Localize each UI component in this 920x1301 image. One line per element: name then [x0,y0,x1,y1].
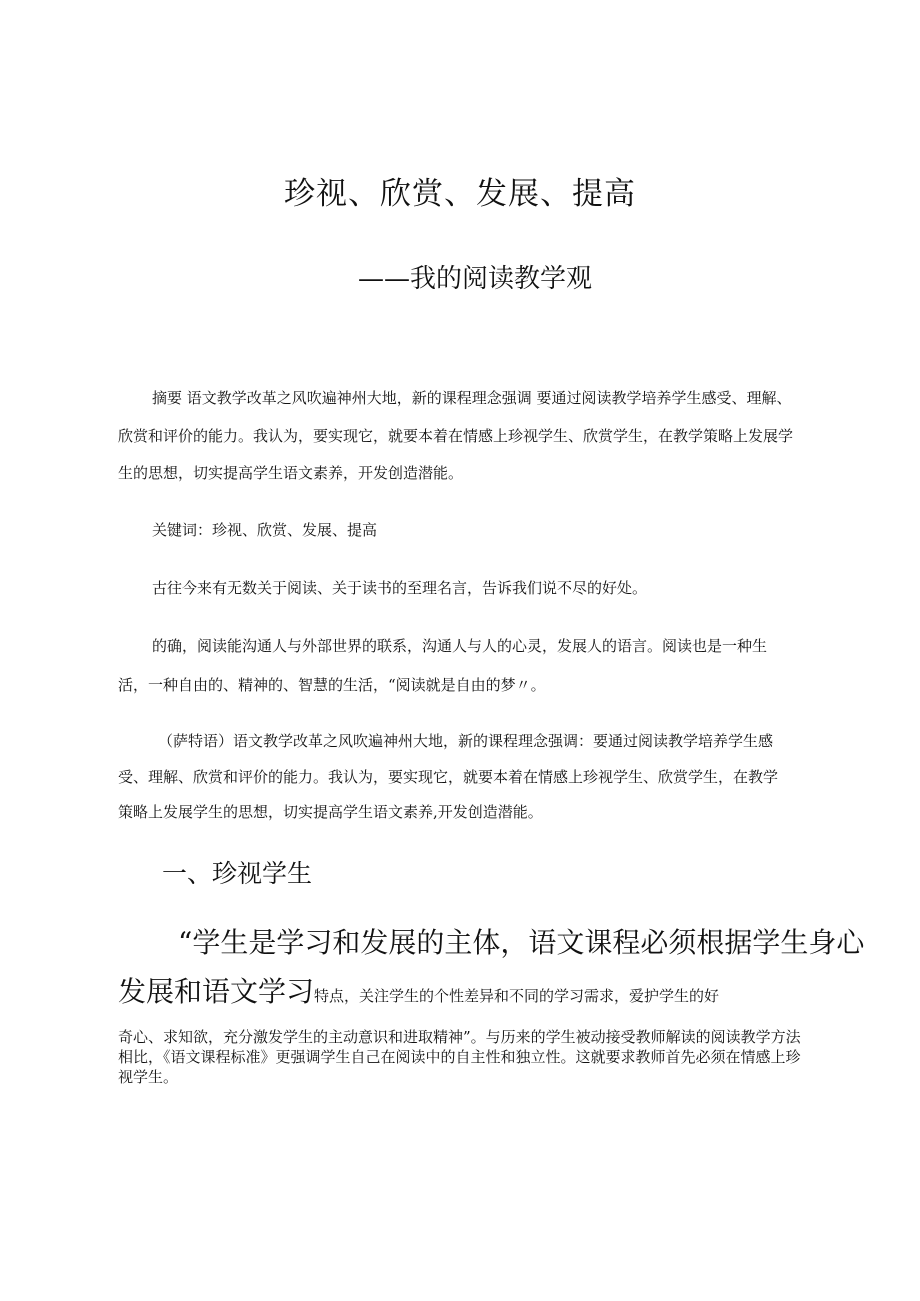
document-title: 珍视、欣赏、发展、提高 [284,176,636,212]
abstract-line-2: 欣赏和评价的能力。我认为，要实现它，就要本着在情感上珍视学生、欣赏学生，在教学策略上发展学 [118,427,794,445]
section-heading: 一、珍视学生 [162,859,313,888]
quote-line-2-small: 特点，关注学生的个性差异和不同的学习需求，爱护学生的好 [314,987,720,1005]
keywords: 关键词：珍视、欣赏、发展、提高 [152,521,378,539]
quote-line-2 [118,970,719,1010]
abstract-line-1: 摘要 语文教学改革之风吹遍神州大地，新的课程理念强调 要通过阅读教学培养学生感受、理解、 [152,389,792,407]
paragraph-2-line-1: 的确，阅读能沟通人与外部世界的联系，沟通人与人的心灵，发展人的语言。阅读也是一种生 [152,637,768,655]
paragraph-3-line-2: 受、理解、欣赏和评价的能力。我认为，要实现它，就要本着在情感上珍视学生、欣赏学生，在教学 [118,768,779,786]
paragraph-3-line-1: （萨特语）语文教学改革之风吹遍神州大地，新的课程理念强调：要通过阅读教学培养学生感 [158,732,774,750]
paragraph-2-line-2: 活，一种自由的、精神的、智慧的生活，“阅读就是自由的梦〃。 [118,676,546,694]
document-subtitle: ——我的阅读教学观 [357,264,592,294]
quote-line-2-large: 发展和语文学习 [118,975,315,1008]
quote-line-1: “学生是学习和发展的主体，语文课程必须根据学生身心 [178,926,865,959]
paragraph-1: 古往今来有无数关于阅读、关于读书的至理名言，告诉我们说不尽的好处。 [152,579,648,597]
quote-paragraph: 奇心、求知欲，充分激发学生的主动意识和进取精神”。与历来的学生被动接受教师解读的阅读教学方法相比，《语文课程标准》更强调学生自己在阅读中的自主性和独立性。这就要求教师首先必须在情感上珍视学生。 [118,1028,801,1086]
abstract-line-3: 生的思想，切实提高学生语文素养，开发创造潜能。 [118,464,464,482]
paragraph-3-line-3: 策略上发展学生的思想，切实提高学生语文素养,开发创造潜能。 [118,803,543,821]
